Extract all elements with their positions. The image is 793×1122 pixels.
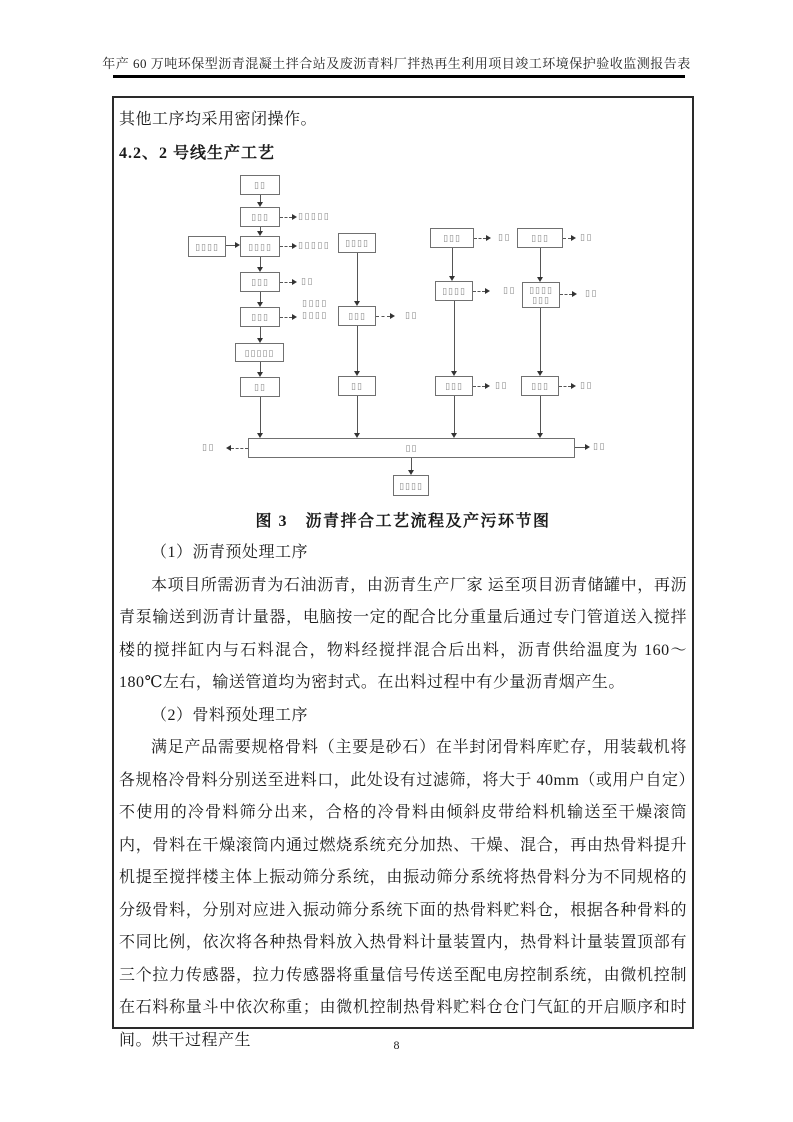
paragraph-intro: 其他工序均采用密闭操作。: [119, 111, 318, 128]
arrow-m-bar: [451, 396, 458, 438]
arrow-j-bar: [354, 396, 361, 438]
flow-box-d: ▯▯▯: [240, 272, 280, 292]
flow-box-i: ▯▯▯: [338, 306, 376, 326]
label-k-emission: ▯▯: [498, 232, 511, 242]
flow-box-f: ▯▯▯▯▯: [235, 343, 284, 362]
arrow-n-o: [537, 248, 544, 282]
arrow-i-j: [354, 326, 361, 376]
arrow-d-emission: [280, 279, 297, 286]
page-header-title: 年产 60 万吨环保型沥青混凝土拌合站及废沥青料厂拌热再生利用项目竣工环境保护验收监测报告表: [102, 56, 691, 71]
arrow-b-c: [257, 227, 264, 236]
label-o-emission: ▯▯: [585, 288, 598, 298]
arrow-m-emission: [473, 383, 490, 390]
flow-box-n: ▯▯▯: [517, 228, 563, 248]
flow-box-p: ▯▯▯: [521, 376, 559, 396]
arrow-bar-right-output: [575, 444, 590, 451]
label-n-emission: ▯▯: [580, 232, 593, 242]
arrow-i-emission: [376, 313, 395, 320]
label-c-emission: ▯▯▯▯▯: [298, 240, 331, 250]
arrow-o-emission: [560, 291, 577, 298]
paragraph-asphalt-heading: （1）沥青预处理工序: [151, 544, 309, 561]
page-number: 8: [393, 1038, 400, 1052]
label-l-emission: ▯▯: [503, 285, 516, 295]
flow-box-l: ▯▯▯▯: [435, 281, 473, 301]
flow-box-h: ▯▯▯▯: [338, 233, 376, 253]
arrow-k-l: [449, 248, 456, 281]
arrow-a-b: [257, 195, 264, 207]
content-box: [112, 96, 694, 1049]
arrow-l-m: [451, 301, 458, 376]
arrow-p-emission: [559, 383, 576, 390]
flowchart-figure: [117, 168, 689, 506]
arrow-e-f: [257, 327, 264, 343]
flow-box-o-line2: ▯▯▯: [532, 295, 550, 305]
arrow-c-emission: [280, 243, 297, 250]
paragraph-aggregate-heading: （2）骨料预处理工序: [151, 706, 309, 724]
label-m-emission: ▯▯: [495, 380, 508, 390]
label-p-emission: ▯▯: [580, 380, 593, 390]
paragraph-asphalt-process: 本项目所需沥青为石油沥青，由沥青生产厂家 运至项目沥青储罐中，再沥青泵输送到沥青计量器，电脑按一定的配合比分重量后通过专门管道送入搅拌楼的搅拌缸内与石料混合，物料经搅拌混合后出料，沥青供给温度为 160～180℃左右，输送管道均为密封式。在出料过程中有少量沥青烟产生。: [119, 576, 687, 691]
arrow-b-emission: [280, 214, 297, 221]
flow-box-g: ▯▯: [240, 377, 280, 397]
paragraph-aggregate-process: 满足产品需要规格骨料（主要是砂石）在半封闭骨料库贮存，用装载机将各规格冷骨料分别送至进料口，此处设有过滤筛，将大于 40mm（或用户自定）不使用的冷骨料筛分出来，合格的冷骨料由倾斜皮带给料机输送至干燥滚筒内，骨料在干燥滚筒内通过燃烧系统充分加热、干燥、混合，再由热骨料提升机提至搅拌楼主体上振动筛分系统，由振动筛分系统将热骨料分为不同规格的分级骨料，分别对应进入振动筛分系统下面的热骨料贮料仓，根据各种骨料的不同比例，依次将各种热骨料放入热骨料计量装置内，热骨料计量装置顶部有三个拉力传感器，拉力传感器将重量信号传送至配电房控制系统，由微机控制在石料称量斗中依次称重；由微机控制热骨料贮料仓仓门气缸的开启顺序和时间。烘干过程产生: [119, 739, 687, 1049]
arrow-k-emission: [474, 235, 491, 242]
flow-box-j: ▯▯: [338, 376, 376, 396]
flow-box-side-input: ▯▯▯▯: [188, 236, 226, 257]
label-e-emission-line1: ▯▯▯▯: [302, 298, 328, 308]
flow-box-q: ▯▯▯▯: [393, 475, 429, 496]
label-e-emission-line2: ▯▯▯▯: [302, 310, 328, 320]
section-heading: 4.2、2 号线生产工艺: [119, 145, 276, 162]
label-bar-left-emission: ▯▯: [202, 442, 215, 452]
arrow-bar-q: [408, 458, 415, 475]
flow-box-k: ▯▯▯: [430, 228, 474, 248]
arrow-l-emission: [473, 288, 490, 295]
arrow-f-g: [257, 362, 264, 377]
flow-box-a: ▯▯: [240, 175, 280, 195]
label-d-emission: ▯▯: [301, 276, 314, 286]
flow-box-o-line1: ▯▯▯▯: [529, 285, 553, 295]
label-b-emission: ▯▯▯▯▯: [298, 211, 331, 221]
arrow-e-emission: [280, 314, 297, 321]
label-bar-right-output: ▯▯: [593, 441, 606, 451]
flow-box-e: ▯▯▯: [240, 307, 280, 327]
flow-box-m: ▯▯▯: [435, 376, 473, 396]
label-i-emission: ▯▯: [405, 310, 418, 320]
flow-box-b: ▯▯▯: [240, 207, 280, 227]
arrow-p-bar: [537, 396, 544, 438]
arrow-g-bar: [257, 397, 264, 438]
figure-caption: 图 3 沥青拌合工艺流程及产污环节图: [255, 513, 551, 530]
arrow-n-emission: [563, 235, 576, 242]
arrow-o-p: [537, 308, 544, 376]
flow-box-mixer-bar: ▯▯: [248, 438, 575, 458]
arrow-side-c: [226, 242, 240, 249]
flow-box-o: [522, 282, 560, 308]
header-rule: [113, 75, 685, 78]
arrow-d-e: [257, 292, 264, 307]
arrow-bar-left-emission: [226, 445, 248, 452]
arrow-c-d: [257, 257, 264, 272]
flow-box-c: ▯▯▯▯: [240, 236, 280, 257]
arrow-h-i: [354, 253, 361, 306]
